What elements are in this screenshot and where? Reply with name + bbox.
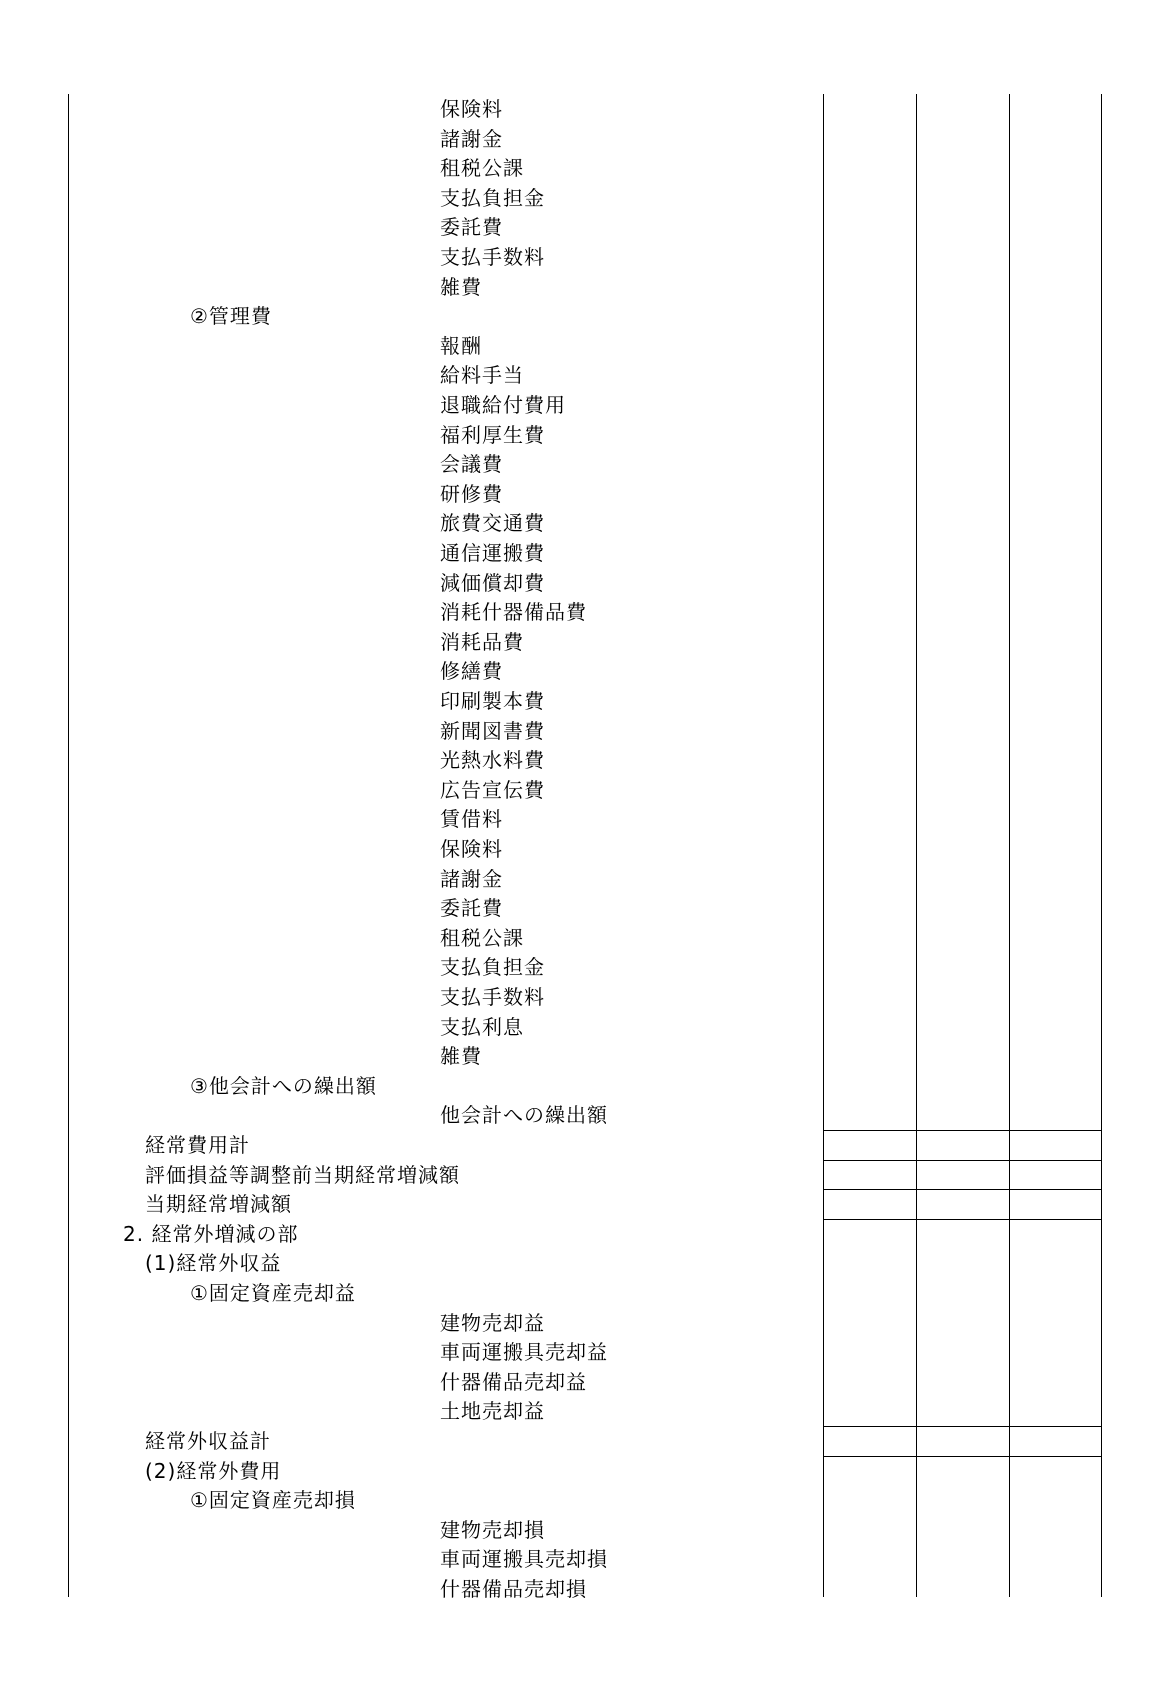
account-item-label: 雑費	[440, 274, 482, 299]
account-item-label: 保険料	[440, 837, 503, 861]
section-label: ②管理費	[190, 304, 272, 329]
account-item-label: 消耗什器備品費	[440, 600, 587, 625]
account-item-label: 印刷製本費	[440, 689, 545, 713]
account-item-label: 広告宣伝費	[440, 777, 545, 802]
value-column-line-4	[1101, 94, 1102, 1597]
value-column-line-2	[916, 94, 917, 1597]
account-item-label: 報酬	[440, 333, 482, 358]
account-item-label: 他会計への繰出額	[440, 1103, 608, 1128]
account-item-label: 委託費	[440, 215, 503, 240]
section-label: (1)経常外収益	[145, 1251, 282, 1276]
account-item-label: 租税公課	[440, 156, 524, 181]
total-row-top-line	[823, 1189, 1101, 1190]
section-label: ③他会計への繰出額	[190, 1073, 377, 1098]
account-item-label: 支払利息	[440, 1014, 524, 1039]
section-label: 2. 経常外増減の部	[123, 1221, 299, 1246]
account-item-label: 賃借料	[440, 807, 503, 832]
account-item-label: 給料手当	[440, 363, 524, 388]
account-item-label: 退職給付費用	[440, 393, 566, 417]
account-item-label: 支払負担金	[440, 955, 545, 980]
account-item-label: 修繕費	[440, 659, 503, 684]
account-item-label: 福利厚生費	[440, 422, 545, 447]
account-item-label: 消耗品費	[440, 629, 524, 654]
total-row-label: 経常費用計	[145, 1133, 250, 1157]
account-item-label: 保険料	[440, 97, 503, 121]
value-column-line-1	[823, 94, 824, 1597]
account-item-label: 車両運搬具売却損	[440, 1547, 608, 1572]
account-item-label: 委託費	[440, 896, 503, 921]
account-item-label: 通信運搬費	[440, 541, 545, 565]
account-item-label: 会議費	[440, 452, 503, 477]
account-item-label: 支払負担金	[440, 185, 545, 210]
total-row-top-line	[823, 1426, 1101, 1427]
section-label: ①固定資産売却益	[190, 1281, 356, 1305]
account-item-label: 租税公課	[440, 925, 524, 950]
value-column-line-3	[1009, 94, 1010, 1597]
account-item-label: 雑費	[440, 1044, 482, 1069]
account-item-label: 建物売却損	[440, 1517, 545, 1542]
account-item-label: 新聞図書費	[440, 718, 545, 743]
account-item-label: 車両運搬具売却益	[440, 1340, 608, 1365]
section-label: ①固定資産売却損	[190, 1488, 356, 1513]
account-item-label: 支払手数料	[440, 985, 545, 1009]
total-row-bottom-line	[823, 1456, 1101, 1457]
total-row-label: 当期経常増減額	[145, 1192, 292, 1217]
account-item-label: 旅費交通費	[440, 511, 545, 536]
account-item-label: 減価償却費	[440, 570, 545, 595]
account-item-label: 支払手数料	[440, 245, 545, 269]
total-row-label: 経常外収益計	[145, 1429, 271, 1453]
account-item-label: 研修費	[440, 481, 503, 506]
total-row-label: 評価損益等調整前当期経常増減額	[145, 1162, 460, 1187]
account-item-label: 什器備品売却益	[440, 1369, 587, 1394]
total-row-bottom-line	[823, 1219, 1101, 1220]
account-item-label: 諸謝金	[440, 866, 503, 891]
left-border-line	[68, 94, 69, 1597]
account-item-label: 諸謝金	[440, 126, 503, 151]
account-item-label: 建物売却益	[440, 1310, 545, 1335]
account-item-label: 什器備品売却損	[440, 1577, 587, 1601]
section-label: (2)経常外費用	[145, 1458, 282, 1483]
account-item-label: 光熱水料費	[440, 748, 545, 773]
total-row-top-line	[823, 1130, 1101, 1131]
total-row-top-line	[823, 1160, 1101, 1161]
account-item-label: 土地売却益	[440, 1399, 545, 1424]
